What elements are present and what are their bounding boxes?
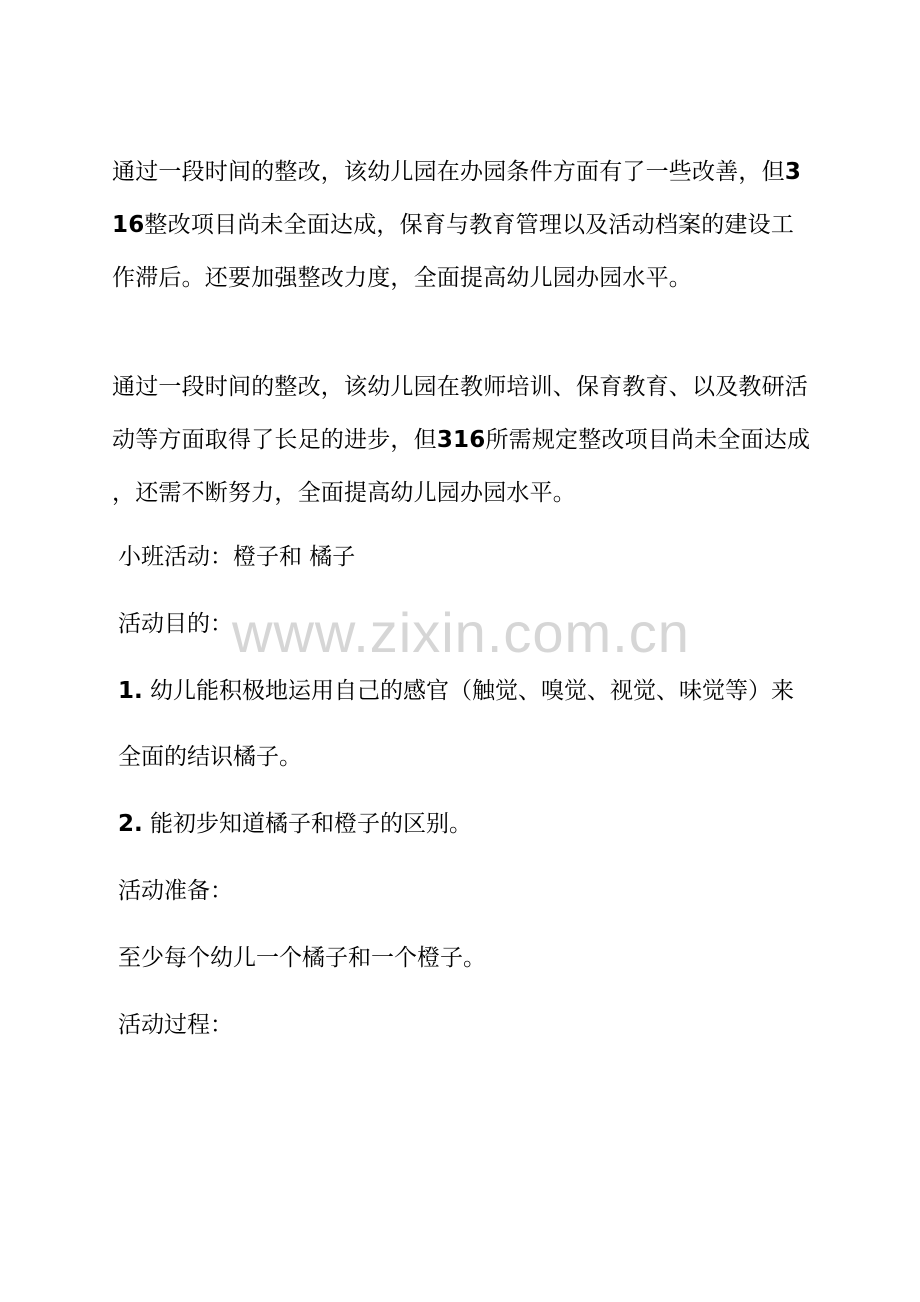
text-segment: 所需规定整改项目尚未全面达成: [485, 427, 811, 453]
watermark: www.zixin.com.cn: [232, 601, 690, 664]
goal-heading: 活动目的：: [118, 611, 233, 637]
paragraph-line: [112, 199, 812, 252]
goal-text: 能初步知道橘子和橙子的区别。: [142, 811, 473, 837]
paragraph-line: [112, 414, 812, 467]
text-segment: 动等方面取得了长足的进步，但: [112, 427, 437, 453]
prep-text: 至少每个幼儿一个橘子和一个橙子。: [118, 945, 486, 971]
paragraph-line: ，还需不断努力，全面提高幼儿园办园水平。: [112, 480, 576, 506]
number-segment: 3: [784, 159, 802, 185]
prep-heading: 活动准备：: [118, 878, 233, 904]
goal-text: 幼儿能积极地运用自己的感官（触觉、嗅觉、视觉、味觉等）来: [142, 678, 795, 704]
text-segment: 通过一段时间的整改，该幼儿园在办园条件方面有了一些改善，但: [112, 159, 785, 185]
goal-item-2: [118, 807, 472, 841]
paragraph-line: 通过一段时间的整改，该幼儿园在教师培训、保育教育、以及教研活: [112, 374, 808, 400]
number-segment: 316: [436, 427, 486, 453]
goal-number: 2.: [118, 811, 143, 837]
paragraph-rectification-progress: [112, 361, 812, 520]
paragraph-rectification-conditions: [112, 146, 812, 305]
process-heading: 活动过程：: [118, 1012, 233, 1038]
lesson-title: 小班活动：橙子和 橘子: [118, 544, 356, 570]
number-segment: 16: [112, 212, 145, 238]
paragraph-line: [112, 146, 812, 199]
paragraph-line: 作滞后。还要加强整改力度，全面提高幼儿园办园水平。: [112, 265, 692, 291]
goal-number: 1.: [118, 678, 143, 704]
text-segment: 整改项目尚未全面达成，保育与教育管理以及活动档案的建设工: [144, 212, 795, 238]
goal-item-1: [118, 674, 794, 708]
goal-item-1-continued: 全面的结识橘子。: [118, 744, 302, 770]
